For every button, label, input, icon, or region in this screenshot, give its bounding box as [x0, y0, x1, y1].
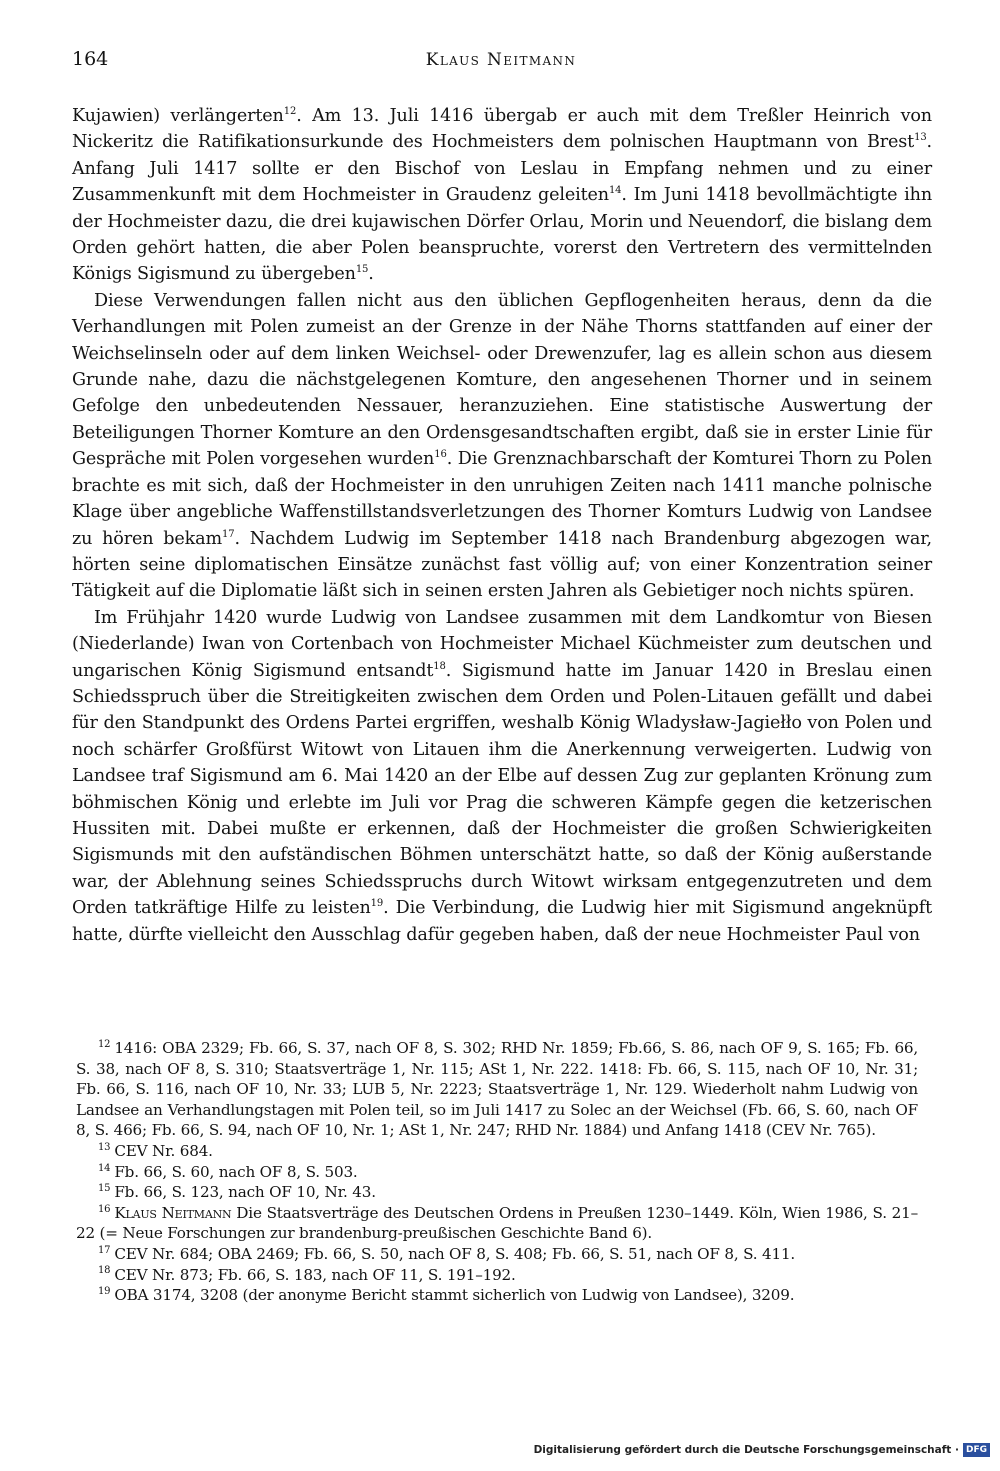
footnote-reference[interactable]: 14 [608, 185, 622, 197]
dfg-logo: DFG [963, 1443, 990, 1457]
footnote: $^{15}$ Fb. 66, S. 123, nach OF 10, Nr. 43. [98, 1183, 376, 1202]
paragraph: Im Frühjahr 1420 wurde Ludwig von Landsee zusammen mit dem Landkomtur von Biesen (Niederlande) Iwan von Cortenbach von Hochmeister Michael Küchmeister zum deutschen und ungarischen König Sigismund entsandt$^{18}$. Sigismund hatte im Januar 1420 in Breslau einen Schiedsspruch über die Streitigkeiten zwischen dem Orden und Polen-Litauen gefällt und dabei für den Standpunkt des Ordens Partei ergriffen, weshalb König Wladysław-Jagiełło von Polen und noch schärfer Großfürst Witowt von Litauen ihm die Anerkennung verweigerten. Ludwig von Landsee traf Sigismund am 6. Mai 1420 an der Elbe auf dessen Zug zur geplanten Krönung zum böhmischen König und erlebte im Juli vor Prag die schweren Kämpfe gegen die ketzerischen Hussiten mit. Dabei mußte er erkennen, daß der Hochmeister die großen Schwierigkeiten Sigismunds mit den aufständischen Böhmen unterschätzt hatte, so daß der König außerstande war, der Ablehnung seines Schiedsspruchs durch Witowt wirksam entgegenzutreten und dem Orden tatkräftige Hilfe zu leisten$^{19}$. Die Verbindung, die Ludwig hier mit Sigismund angeknüpft hatte, dürfte vielleicht den Ausschlag dafür gegeben haben, daß der neue Hochmeister Paul von [72, 607, 933, 945]
paragraph: Kujawien) verlängerten$^{12}$. Am 13. Juli 1416 übergab er auch mit dem Treßler Heinrich von Nickeritz die Ratifikationsurkunde des Hochmeisters dem polnischen Hauptmann von Brest$^{13}$. Anfang Juli 1417 sollte er den Bischof von Leslau in Empfang nehmen und zu einer Zusammenkunft mit dem Hochmeister in Graudenz geleiten$^{14}$. Im Juni 1418 bevollmächtigte ihn der Hochmeister dazu, die drei kujawischen Dörfer Orlau, Morin und Neuendorf, die bislang dem Orden gehört hatten, die aber Polen beanspruchte, vorerst den Vertretern des vermittelnden Königs Sigismund zu übergeben$^{15}$. [72, 106, 932, 285]
footnote-reference[interactable]: 15 [355, 264, 369, 276]
main-text [72, 103, 932, 948]
running-title: Klaus Neitmann [425, 50, 577, 70]
footnote-reference[interactable]: 16 [434, 449, 447, 461]
funding-text: Digitalisierung gefördert durch die Deutsche Forschungsgemeinschaft · [533, 1444, 959, 1456]
footnote-reference[interactable]: 13 [914, 132, 927, 144]
footnote: $^{14}$ Fb. 66, S. 60, nach OF 8, S. 503. [98, 1162, 358, 1181]
footnote: $^{17}$ CEV Nr. 684; OBA 2469; Fb. 66, S. 50, nach OF 8, S. 408; Fb. 66, S. 51, nach OF 8, S. 411. [98, 1244, 796, 1263]
footnote-reference[interactable]: 17 [222, 528, 235, 540]
footnote: $^{16}$ Klaus Neitmann Die Staatsverträge des Deutschen Ordens in Preußen 1230–1449. Köln, Wien 1986, S. 21–22 (= Neue Forschungen zur brandenburg-preußischen Geschichte Band 6). [76, 1203, 918, 1243]
footnote-reference[interactable]: 19 [370, 898, 384, 910]
footnote: $^{13}$ CEV Nr. 684. [98, 1141, 213, 1160]
page-header [72, 48, 930, 78]
footnotes [76, 1038, 918, 1306]
page-number: 164 [72, 48, 109, 70]
footnote: $^{12}$ 1416: OBA 2329; Fb. 66, S. 37, nach OF 8, S. 302; RHD Nr. 1859; Fb.66, S. 86, nach OF 9, S. 165; Fb. 66, S. 38, nach OF 8, S. 310; Staatsverträge 1, Nr. 115; ASt 1, Nr. 222. 1418: Fb. 66, S. 115, nach OF 10, Nr. 31; Fb. 66, S. 116, nach OF 10, Nr. 33; LUB 5, Nr. 2223; Staatsverträge 1, Nr. 129. Wiederholt nahm Ludwig von Landsee an Verhandlungstagen mit Polen teil, so im Juli 1417 zu Solec an der Weichsel (Fb. 66, S. 60, nach OF 8, S. 466; Fb. 66, S. 94, nach OF 10, Nr. 1; ASt 1, Nr. 247; RHD Nr. 1884) und Anfang 1418 (CEV Nr. 765). [76, 1038, 918, 1140]
footnote-author: Klaus Neitmann [114, 1203, 232, 1222]
footnote-reference[interactable]: 12 [283, 106, 297, 118]
footnote: $^{18}$ CEV Nr. 873; Fb. 66, S. 183, nach OF 11, S. 191–192. [98, 1265, 516, 1284]
digitization-credit [534, 1443, 990, 1457]
footnote: $^{19}$ OBA 3174, 3208 (der anonyme Bericht stammt sicherlich von Ludwig von Landsee), 3209. [98, 1286, 795, 1305]
paragraph: Diese Verwendungen fallen nicht aus den üblichen Gepflogenheiten heraus, denn da die Verhandlungen mit Polen zumeist an der Grenze in der Nähe Thorns stattfanden auf einer der Weichselinseln oder auf dem linken Weichsel- oder Drewenzufer, lag es allein schon aus diesem Grunde nahe, dazu die nächstgelegenen Komture, den angesehenen Thorner und in seinem Gefolge den unbedeutenden Nessauer, heranzuziehen. Eine statistische Auswertung der Beteiligungen Thorner Komture an den Ordensgesandtschaften ergibt, daß sie in erster Linie für Gespräche mit Polen vorgesehen wurden$^{16}$. Die Grenznachbarschaft der Komturei Thorn zu Polen brachte es mit sich, daß der Hochmeister in den unruhigen Zeiten nach 1411 manche polnische Klage über angebliche Waffenstillstandsverletzungen des Thorner Komturs Ludwig von Landsee zu hören bekam$^{17}$. Nachdem Ludwig im September 1418 nach Brandenburg abgezogen war, hörten seine diplomatischen Einsätze zunächst fast völlig auf; von einer Konzentration seiner Tätigkeit auf die Diplomatie läßt sich in seinen ersten Jahren als Gebietiger noch nichts spüren. [72, 290, 933, 602]
footnote-reference[interactable]: 18 [433, 660, 446, 672]
